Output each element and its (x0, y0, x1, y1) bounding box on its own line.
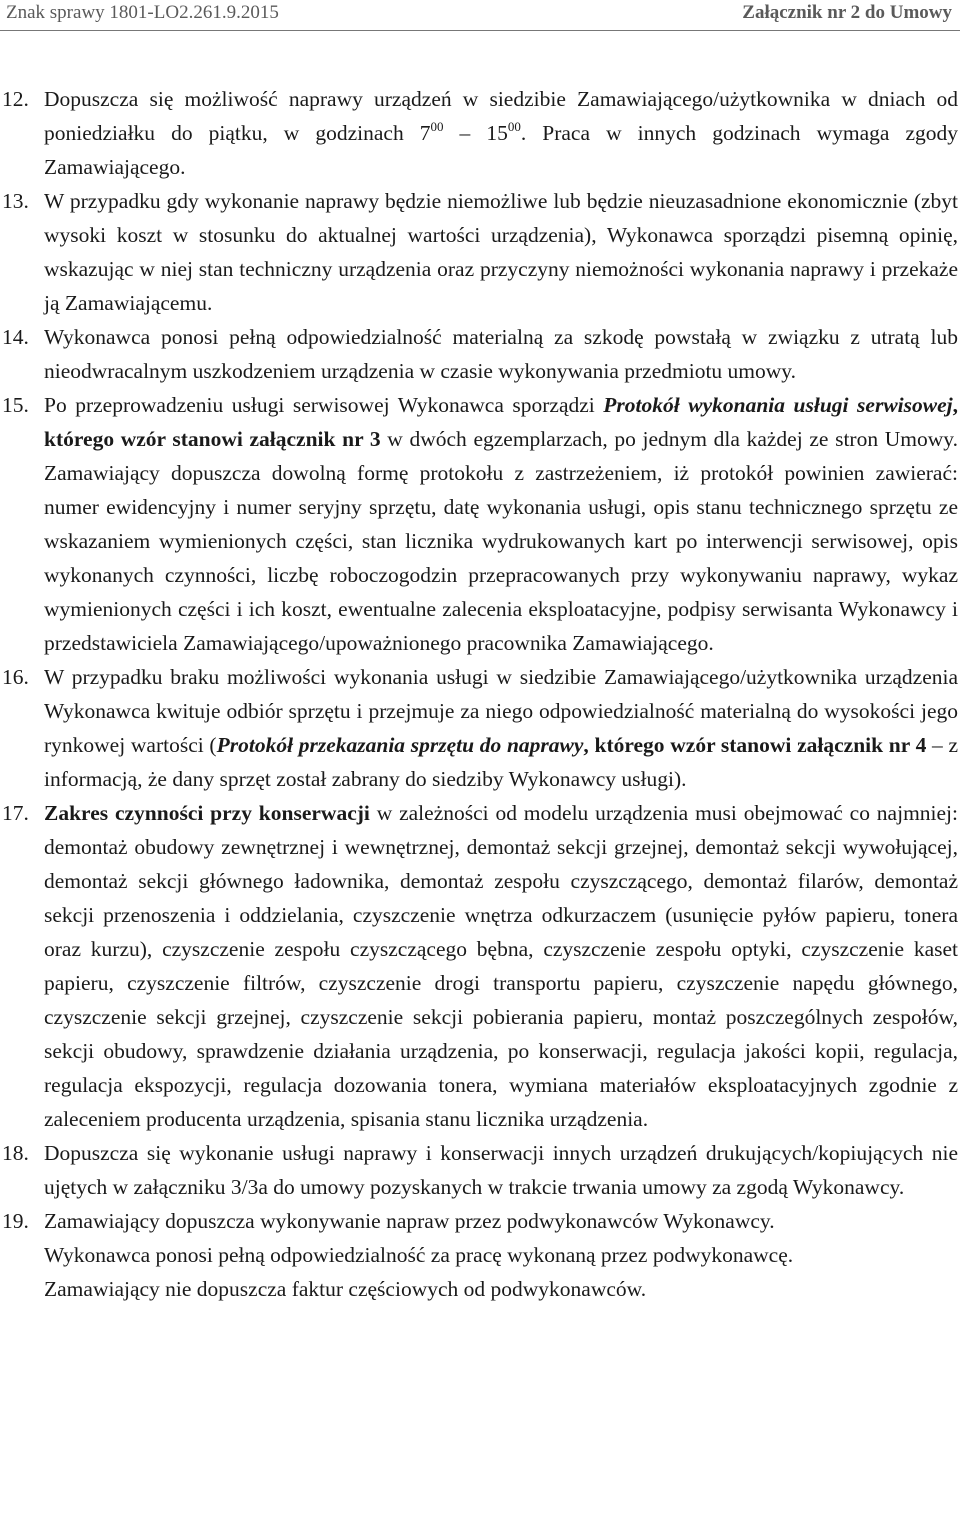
protocol-title: Protokół wykonania usługi serwisowej (603, 393, 953, 417)
superscript: 00 (507, 119, 521, 134)
attachment-reference: , którego wzór stanowi załącznik nr 3 (44, 393, 958, 451)
item-text: W przypadku braku możliwości wykonania usługi w siedzibie Zamawiającego/użytkownika urządzenia Wykonawca kwituje odbiór sprzętu i przejmuje za niego odpowiedzialność materialną do wysokości jego rynkowej wartości (Protokół przekazania sprzętu do naprawy, którego wzór stanowi załącznik nr 4 – z informacją, że dany sprzęt został zabrany do siedziby Wykonawcy usługi). (44, 665, 959, 791)
superscript: 00 (430, 119, 444, 134)
case-number: Znak sprawy 1801-LO2.261.9.2015 (6, 2, 279, 23)
item-line: Zamawiający dopuszcza wykonywanie napraw przez podwykonawców Wykonawcy. (44, 1209, 775, 1233)
item-number: 19. (2, 1209, 29, 1233)
list-item-15 (0, 388, 960, 660)
list-item-13 (0, 184, 960, 320)
item-number: 15. (2, 393, 29, 417)
item-number: 12. (2, 87, 29, 111)
item-number: 17. (2, 801, 29, 825)
item-line: Wykonawca ponosi pełną odpowiedzialność za pracę wykonaną przez podwykonawcę. (44, 1243, 794, 1267)
list-item-17 (0, 796, 960, 1136)
item-text: Dopuszcza się możliwość naprawy urządzeń w siedzibie Zamawiającego/użytkownika w dniach od poniedziałku do piątku, w godzinach $7^{00} - 15^{00}$. Praca w innych godzinach wymaga zgody Zamawiającego. (44, 87, 959, 179)
item-line: Zamawiający nie dopuszcza faktur częściowych od podwykonawców. (44, 1277, 647, 1301)
item-text: W przypadku gdy wykonanie naprawy będzie niemożliwe lub będzie nieuzasadnione ekonomicznie (zbyt wysoki koszt w stosunku do aktualnej wartości urządzenia), Wykonawca sporządzi pisemną opinię, wskazując w niej stan techniczny urządzenia oraz przyczyny niemożności wykonania naprawy i przekaże ją Zamawiającemu. (44, 189, 958, 315)
section-emphasis: Zakres czynności przy konserwacji (44, 801, 370, 825)
list-item-12 (0, 82, 960, 184)
protocol-title: Protokół przekazania sprzętu do naprawy (216, 733, 584, 757)
item-number: 16. (2, 665, 29, 689)
list-item-14 (0, 320, 960, 388)
attachment-reference: , którego wzór stanowi załącznik nr 4 (583, 733, 927, 757)
item-text: Dopuszcza się wykonanie usługi naprawy i konserwacji innych urządzeń drukujących/kopiujących nie ujętych w załączniku 3/3a do umowy pozyskanych w trakcie trwania umowy za zgodą Wykonawcy. (44, 1141, 958, 1199)
item-text: Zakres czynności przy konserwacji w zależności od modelu urządzenia musi obejmować co najmniej: demontaż obudowy zewnętrznej i wewnętrznej, demontaż sekcji grzejnej, demontaż sekcji wywołującej, demontaż sekcji głównego ładownika, demontaż zespołu czyszczącego, demontaż filarów, demontaż sekcji przenoszenia i oddzielania, czyszczenie wnętrza odkurzaczem (usunięcie pyłów papieru, tonera oraz kurzu), czyszczenie zespołu czyszczącego bębna, czyszczenie zespołu optyki, czyszczenie kaset papieru, czyszczenie filtrów, czyszczenie drogi transportu papieru, czyszczenie napędu głównego, czyszczenie sekcji grzejnej, czyszczenie sekcji pobierania papieru, montaż poszczególnych zespołów, sekcji obudowy, sprawdzenie działania urządzenia, po konserwacji, regulacja jakości kopii, regulacja, regulacja ekspozycji, regulacja dozowania tonera, wymiana materiałów eksploatacyjnych zgodnie z zaleceniem producenta urządzenia, spisania stanu licznika urządzenia. (44, 801, 958, 1131)
item-number: 18. (2, 1141, 29, 1165)
item-text: Wykonawca ponosi pełną odpowiedzialność materialną za szkodę powstałą w związku z utratą lub nieodwracalnym uszkodzeniem urządzenia w czasie wykonywania przedmiotu umowy. (44, 325, 958, 383)
item-text (44, 1204, 958, 1306)
item-number: 13. (2, 189, 29, 213)
list-item-19 (0, 1204, 960, 1306)
list-item-18 (0, 1136, 960, 1204)
page-header (0, 0, 960, 31)
item-text: Po przeprowadzeniu usługi serwisowej Wykonawca sporządzi Protokół wykonania usługi serwisowej, którego wzór stanowi załącznik nr 3 w dwóch egzemplarzach, po jednym dla każdej ze stron Umowy. Zamawiający dopuszcza dowolną formę protokołu z zastrzeżeniem, iż protokół powinien zawierać: numer ewidencyjny i numer seryjny sprzętu, datę wykonania usługi, opis stanu technicznego sprzętu ze wskazaniem wymienionych części, stan licznika wydrukowanych kart po interwencji serwisowej, opis wykonanych czynności, liczbę roboczogodzin przepracowanych przy wykonywaniu naprawy, wykaz wymienionych części i ich koszt, ewentualne zalecenia eksploatacyjne, podpisy serwisanta Wykonawcy i przedstawiciela Zamawiającego/upoważnionego pracownika Zamawiającego. (44, 393, 958, 655)
item-number: 14. (2, 325, 29, 349)
attachment-label: Załącznik nr 2 do Umowy (742, 2, 952, 23)
document-body (0, 82, 960, 1306)
list-item-16 (0, 660, 960, 796)
